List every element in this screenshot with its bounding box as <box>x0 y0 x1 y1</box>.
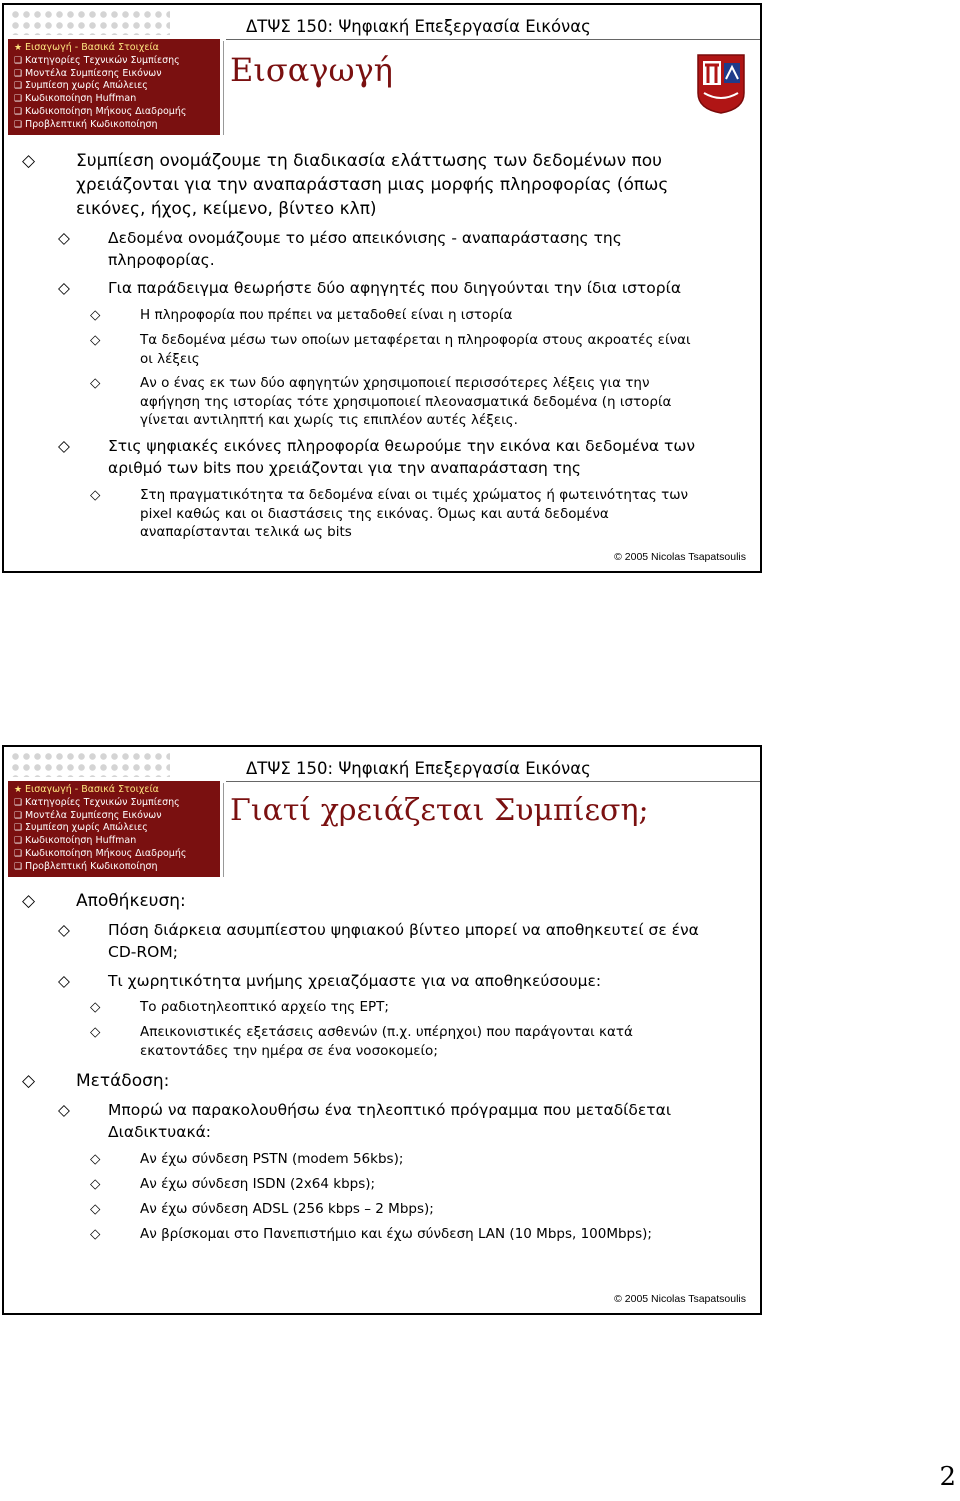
bullet-level-1 <box>58 435 718 479</box>
bullet-text: Για παράδειγμα θεωρήστε δύο αφηγητές που διηγούνται την ίδια ιστορία <box>108 279 682 297</box>
bullet-level-2 <box>90 374 710 430</box>
checkbox-icon: ❑ <box>14 106 23 117</box>
diamond-bullet-icon: ◇ <box>58 1101 70 1119</box>
nav-item-run-length[interactable]: ❑ Κωδικοποίηση Μήκους Διαδρομής <box>14 847 187 859</box>
slide-2 <box>2 745 762 1315</box>
checkbox-icon: ❑ <box>14 848 23 859</box>
bullet-level-2 <box>90 1225 750 1244</box>
diamond-bullet-icon: ◇ <box>22 1071 36 1091</box>
bullet-text: Αν ο ένας εκ των δύο αφηγητών χρησιμοποιεί περισσότερες λέξεις για την αφήγηση της ιστορίας τότε χρησιμοποιεί πλεονασματικά δεδομένα (η ιστορία γίνεται αντιληπτή και χωρίς τις επιπλέον αυτές λέξεις. <box>140 375 672 428</box>
nav-divider <box>223 41 224 135</box>
bullet-text: Απεικονιστικές εξετάσεις ασθενών (π.χ. υπέρηχοι) που παράγονται κατά εκατοντάδες την ημέρα σε ένα νοσοκομείο; <box>140 1024 633 1059</box>
checkbox-icon: ❑ <box>14 68 23 79</box>
nav-item-lossless[interactable]: ❑ Συμπίεση χωρίς Απώλειες <box>14 822 148 834</box>
bullet-level-2 <box>90 486 720 542</box>
bullet-text: Αποθήκευση: <box>76 891 186 911</box>
star-icon: ★ <box>14 43 23 53</box>
checkbox-icon: ❑ <box>14 119 23 130</box>
bullet-text: Συμπίεση ονομάζουμε τη διαδικασία ελάττωσης των δεδομένων που χρειάζονται για την αναπαράσταση μιας μορφής πληροφορίας (όπως εικόνες, ήχος, κείμενο, βίντεο κλπ) <box>76 151 669 219</box>
bullet-level-1 <box>58 277 738 299</box>
bullet-level-0 <box>22 149 742 221</box>
checkbox-icon: ❑ <box>14 797 23 808</box>
bullet-text: Τι χωρητικότητα μνήμης χρειαζόμαστε για να αποθηκεύσουμε: <box>108 972 602 990</box>
nav-item-predictive[interactable]: ❑ Προβλεπτική Κωδικοποίηση <box>14 118 158 130</box>
bullet-text: Δεδομένα ονομάζουμε το μέσο απεικόνισης - αναπαράστασης της πληροφορίας. <box>108 229 622 269</box>
nav-item-introduction[interactable]: ★ Εισαγωγή - Βασικά Στοιχεία <box>14 42 159 53</box>
nav-item-huffman[interactable]: ❑ Κωδικοποίηση Huffman <box>14 835 137 847</box>
diamond-bullet-icon: ◇ <box>90 307 101 323</box>
copyright-notice: © 2005 Nicolas Tsapatsoulis <box>614 1293 746 1305</box>
diamond-bullet-icon: ◇ <box>58 921 70 939</box>
slide-title: Γιατί χρειάζεται Συμπίεση; <box>230 793 649 828</box>
page-number: 2 <box>939 1462 956 1492</box>
diamond-bullet-icon: ◇ <box>58 279 70 297</box>
checkbox-icon: ❑ <box>14 861 23 872</box>
bullet-text: Τα δεδομένα μέσω των οποίων μεταφέρεται η πληροφορία στους ακροατές είναι οι λέξεις <box>140 332 691 367</box>
nav-item-models[interactable]: ❑ Μοντέλα Συμπίεσης Εικόνων <box>14 67 162 79</box>
bullet-text: Μετάδοση: <box>76 1071 170 1091</box>
bullet-level-1 <box>58 227 718 271</box>
star-icon: ★ <box>14 785 23 795</box>
diamond-bullet-icon: ◇ <box>90 487 101 503</box>
bullet-text: Η πληροφορία που πρέπει να μεταδοθεί είναι η ιστορία <box>140 307 513 323</box>
nav-item-lossless[interactable]: ❑ Συμπίεση χωρίς Απώλειες <box>14 80 148 92</box>
topic-navigation <box>8 39 220 135</box>
bullet-level-2 <box>90 1200 730 1219</box>
diamond-bullet-icon: ◇ <box>90 1151 101 1167</box>
nav-item-categories[interactable]: ❑ Κατηγορίες Τεχνικών Συμπίεσης <box>14 54 180 66</box>
nav-item-categories[interactable]: ❑ Κατηγορίες Τεχνικών Συμπίεσης <box>14 796 180 808</box>
bullet-text: Πόση διάρκεια ασυμπίεστου ψηφιακού βίντεο μπορεί να αποθηκευτεί σε ένα CD-ROM; <box>108 921 699 961</box>
nav-item-introduction[interactable]: ★ Εισαγωγή - Βασικά Στοιχεία <box>14 784 159 795</box>
topic-navigation <box>8 781 220 877</box>
diamond-bullet-icon: ◇ <box>90 375 101 391</box>
decorative-dot-pattern <box>10 751 170 777</box>
bullet-level-1 <box>58 1099 728 1143</box>
diamond-bullet-icon: ◇ <box>58 972 70 990</box>
bullet-level-2 <box>90 1150 730 1169</box>
nav-item-huffman[interactable]: ❑ Κωδικοποίηση Huffman <box>14 93 137 105</box>
bullet-text: Το ραδιοτηλεοπτικό αρχείο της ΕΡΤ; <box>140 999 389 1015</box>
bullet-text: Αν έχω σύνδεση ADSL (256 kbps – 2 Mbps); <box>140 1201 434 1217</box>
bullet-text: Αν έχω σύνδεση PSTN (modem 56kbs); <box>140 1151 404 1167</box>
slide-1 <box>2 3 762 573</box>
bullet-text: Μπορώ να παρακολουθήσω ένα τηλεοπτικό πρόγραμμα που μεταδίδεται Διαδικτυακά: <box>108 1101 672 1141</box>
nav-item-run-length[interactable]: ❑ Κωδικοποίηση Μήκους Διαδρομής <box>14 105 187 117</box>
diamond-bullet-icon: ◇ <box>22 891 36 911</box>
bullet-level-2 <box>90 998 730 1017</box>
checkbox-icon: ❑ <box>14 55 23 66</box>
diamond-bullet-icon: ◇ <box>90 332 101 348</box>
course-title: ΔΤΨΣ 150: Ψηφιακή Επεξεργασία Εικόνας <box>246 759 591 778</box>
bullet-level-2 <box>90 1175 730 1194</box>
checkbox-icon: ❑ <box>14 823 23 834</box>
diamond-bullet-icon: ◇ <box>90 1176 101 1192</box>
checkbox-icon: ❑ <box>14 836 23 847</box>
course-title: ΔΤΨΣ 150: Ψηφιακή Επεξεργασία Εικόνας <box>246 17 591 36</box>
bullet-text: Αν βρίσκομαι στο Πανεπιστήμιο και έχω σύνδεση LAN (10 Mbps, 100Mbps); <box>140 1226 652 1242</box>
diamond-bullet-icon: ◇ <box>90 999 101 1015</box>
slide-title: Εισαγωγή <box>230 51 393 89</box>
diamond-bullet-icon: ◇ <box>90 1226 101 1242</box>
nav-item-predictive[interactable]: ❑ Προβλεπτική Κωδικοποίηση <box>14 860 158 872</box>
copyright-notice: © 2005 Nicolas Tsapatsoulis <box>614 551 746 563</box>
checkbox-icon: ❑ <box>14 81 23 92</box>
bullet-level-1 <box>58 970 728 992</box>
bullet-text: Στη πραγματικότητα τα δεδομένα είναι οι τιμές χρώματος ή φωτεινότητας των pixel καθώς και οι διαστάσεις της εικόνας. Όμως και αυτά δεδομένα αναπαρίστανται τελικά ως bits <box>140 487 689 540</box>
bullet-level-2 <box>90 1023 730 1060</box>
bullet-text: Αν έχω σύνδεση ISDN (2x64 kbps); <box>140 1176 376 1192</box>
nav-divider <box>223 783 224 877</box>
header-rule <box>226 781 760 782</box>
decorative-dot-pattern <box>10 9 170 35</box>
nav-item-models[interactable]: ❑ Μοντέλα Συμπίεσης Εικόνων <box>14 809 162 821</box>
bullet-level-2 <box>90 306 730 325</box>
bullet-level-0 <box>22 1069 722 1093</box>
diamond-bullet-icon: ◇ <box>22 151 36 171</box>
diamond-bullet-icon: ◇ <box>58 437 70 455</box>
diamond-bullet-icon: ◇ <box>58 229 70 247</box>
university-logo-icon <box>696 53 746 115</box>
bullet-level-0 <box>22 889 722 913</box>
bullet-level-1 <box>58 919 728 963</box>
checkbox-icon: ❑ <box>14 810 23 821</box>
diamond-bullet-icon: ◇ <box>90 1024 101 1040</box>
diamond-bullet-icon: ◇ <box>90 1201 101 1217</box>
header-rule <box>226 39 760 40</box>
checkbox-icon: ❑ <box>14 94 23 105</box>
bullet-text: Στις ψηφιακές εικόνες πληροφορία θεωρούμε την εικόνα και δεδομένα των αριθμό των bits που χρειάζονται για την αναπαράσταση της <box>108 437 696 477</box>
bullet-level-2 <box>90 331 710 368</box>
